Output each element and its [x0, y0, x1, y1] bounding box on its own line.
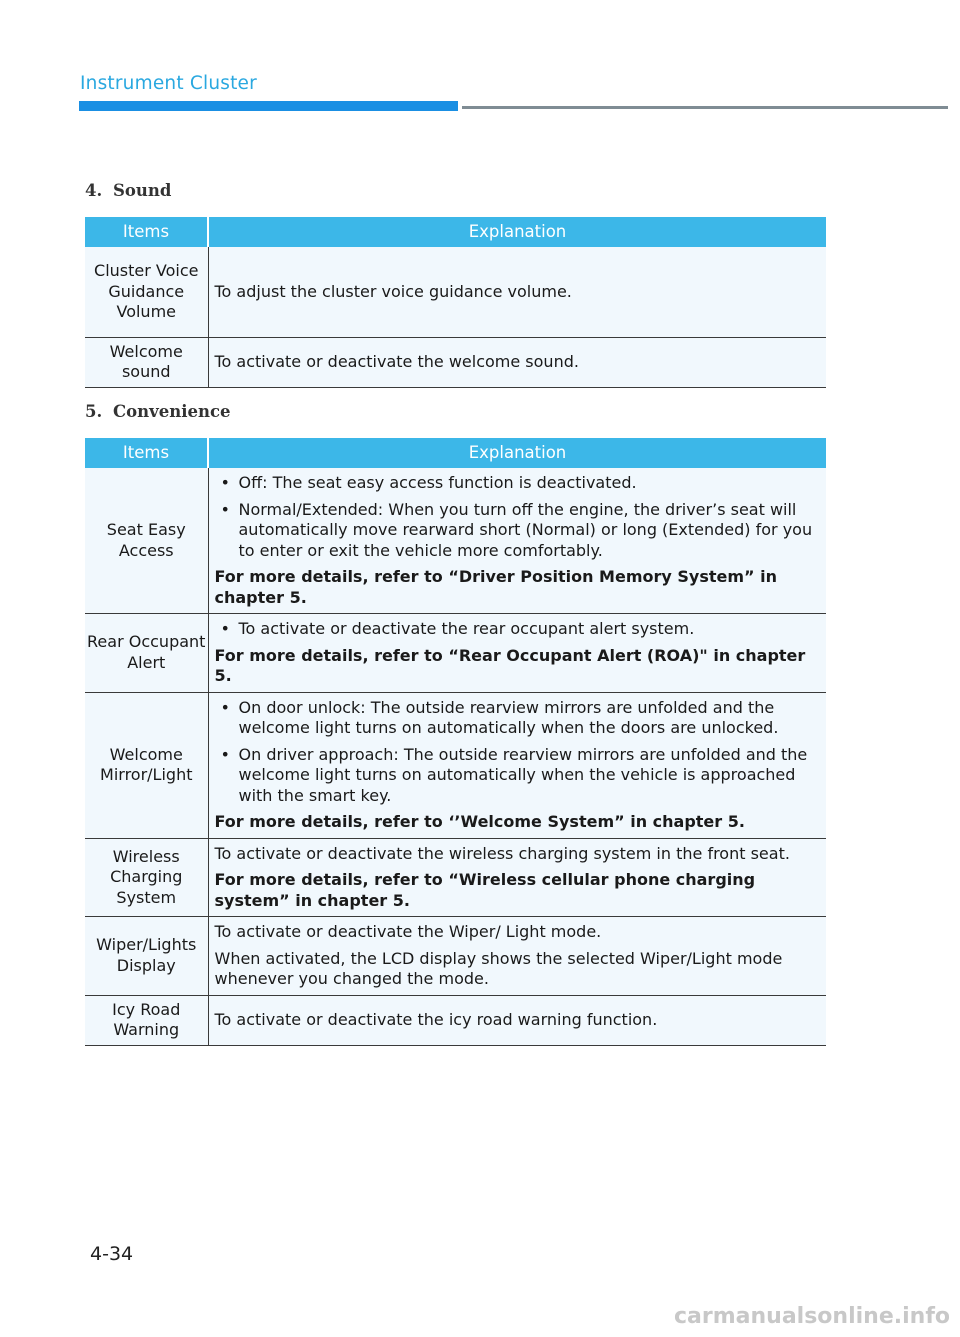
list-item: • On driver approach: The outside rearview mirrors are unfolded and the welcome light turns on automatically when the vehicle is approached with the smart key. — [215, 745, 821, 807]
table-row — [85, 995, 826, 1045]
explanation-cell — [208, 468, 826, 614]
explanation-cell — [208, 917, 826, 996]
item-cell: Icy Road Warning — [85, 995, 208, 1045]
header-accent-bar — [79, 101, 458, 111]
column-header-items: Items — [85, 217, 208, 247]
table-row — [85, 917, 826, 996]
section-number: 5. — [85, 402, 103, 421]
list-item: • Normal/Extended: When you turn off the engine, the driver’s seat will automatically move rearward short (Normal) or long (Extended) for you to enter or exit the vehicle more comfortably. — [215, 500, 821, 562]
sound-table — [85, 217, 826, 388]
column-header-explanation: Explanation — [208, 438, 826, 468]
explanation-cell: To activate or deactivate the welcome sound. — [208, 337, 826, 387]
header-rule — [462, 106, 948, 109]
section-number: 4. — [85, 181, 103, 200]
section-heading-convenience — [85, 402, 231, 421]
list-item: • Off: The seat easy access function is deactivated. — [215, 473, 821, 494]
explanation-cell: To adjust the cluster voice guidance volume. — [208, 247, 826, 337]
table-row — [85, 838, 826, 917]
explanation-cell — [208, 692, 826, 838]
reference-note: For more details, refer to ‘’Welcome System” in chapter 5. — [214, 812, 745, 831]
section-title: Sound — [113, 181, 172, 200]
bullet-list — [215, 473, 821, 561]
list-item: • To activate or deactivate the rear occupant alert system. — [215, 619, 821, 640]
convenience-table — [85, 438, 826, 1046]
item-cell: Seat Easy Access — [85, 468, 208, 614]
column-header-explanation: Explanation — [208, 217, 826, 247]
item-cell: Wireless Charging System — [85, 838, 208, 917]
explanation-text: To activate or deactivate the wireless charging system in the front seat. — [214, 843, 790, 863]
table-row — [85, 247, 826, 337]
explanation-text: To activate or deactivate the Wiper/ Light mode. — [214, 922, 602, 941]
section-heading-sound — [85, 181, 171, 200]
item-cell: Cluster Voice Guidance Volume — [85, 247, 208, 337]
explanation-cell: To activate or deactivate the icy road warning function. — [208, 995, 826, 1045]
bullet-list — [215, 698, 821, 807]
item-cell: Rear Occupant Alert — [85, 614, 208, 693]
table-header-row — [85, 438, 826, 468]
explanation-cell — [208, 838, 826, 917]
reference-note: For more details, refer to “Wireless cellular phone charging system” in chapter 5. — [214, 870, 756, 910]
reference-note: For more details, refer to “Rear Occupant Alert (ROA)" in chapter 5. — [214, 645, 806, 685]
section-title: Convenience — [113, 402, 231, 421]
item-cell: Welcome Mirror/Light — [85, 692, 208, 838]
explanation-text: When activated, the LCD display shows the selected Wiper/Light mode whenever you changed the mode. — [214, 948, 783, 988]
table-row — [85, 692, 826, 838]
explanation-cell — [208, 614, 826, 693]
table-row — [85, 337, 826, 387]
reference-note: For more details, refer to “Driver Position Memory System” in chapter 5. — [214, 567, 777, 607]
page-number: 4-34 — [90, 1243, 134, 1265]
table-row — [85, 468, 826, 614]
table-row — [85, 614, 826, 693]
bullet-list — [215, 619, 821, 640]
item-cell: Wiper/Lights Display — [85, 917, 208, 996]
watermark: carmanualsonline.info — [674, 1304, 950, 1329]
table-header-row — [85, 217, 826, 247]
running-header-title: Instrument Cluster — [80, 73, 257, 94]
column-header-items: Items — [85, 438, 208, 468]
list-item: • On door unlock: The outside rearview mirrors are unfolded and the welcome light turns on automatically when the doors are unlocked. — [215, 698, 821, 739]
item-cell: Welcome sound — [85, 337, 208, 387]
